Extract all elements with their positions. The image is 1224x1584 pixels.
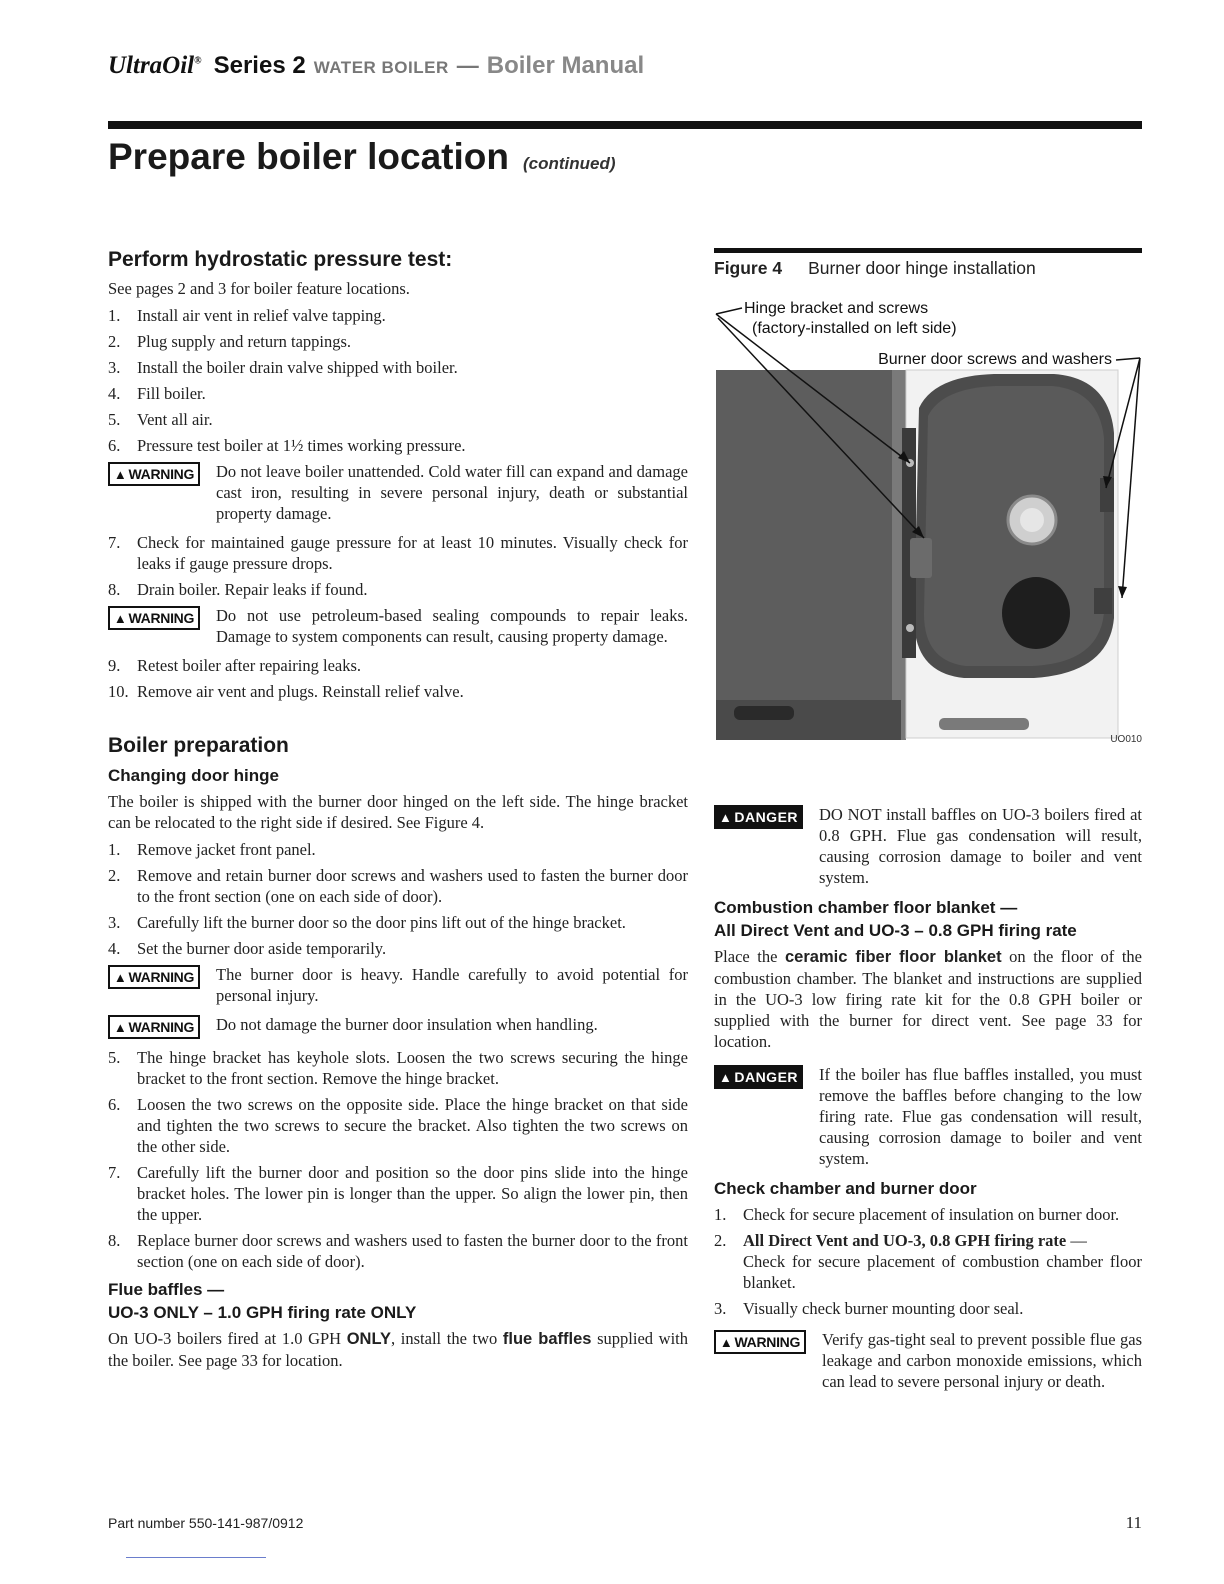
warning-badge: ▲ WARNING: [108, 462, 200, 486]
list-item: 3. Install the boiler drain valve shipped with boiler.: [108, 358, 458, 377]
observation-port-glass: [1020, 508, 1044, 532]
figure-rule: [714, 248, 1142, 253]
list-item: 3. Visually check burner mounting door seal.: [714, 1299, 1024, 1318]
warning-triangle-icon: ▲: [113, 1019, 127, 1035]
check-door-steps: [714, 1204, 1142, 1319]
danger-text: If the boiler has flue baffles installed, you must remove the baffles before changing to the low firing rate. Flue gas condensation will result, causing corrosion damage to boiler and vent system.: [819, 1065, 1142, 1168]
hydrostatic-heading: Perform hydrostatic pressure test:: [108, 248, 453, 271]
warning-text: Do not leave boiler unattended. Cold water fill can expand and damage cast iron, resulting in severe personal injury, death or substantial property damage.: [216, 462, 688, 523]
warning-badge: ▲ WARNING: [108, 965, 200, 989]
page-title: [108, 136, 616, 178]
floor-blanket-heading: Combustion chamber floor blanket — All Direct Vent and UO-3 – 0.8 GPH firing rate: [714, 898, 1077, 940]
list-item: 2. All Direct Vent and UO-3, 0.8 GPH firing rate — Check for secure placement of combustion chamber floor blanket.: [714, 1231, 1142, 1292]
footer-link-underline: [126, 1557, 266, 1558]
figure-caption: [714, 258, 1036, 279]
door-hinge-intro: The boiler is shipped with the burner door hinged on the left side. The hinge bracket can be relocated to the right side if desired. See Figure 4.: [108, 792, 688, 832]
boiler-prep-heading: Boiler preparation: [108, 734, 289, 757]
hydrostatic-steps-a: [108, 305, 688, 456]
callout-door-screws: Burner door screws and washers: [878, 351, 1112, 368]
figure-code: UO010: [1110, 734, 1142, 745]
danger-badge: ▲ DANGER: [714, 805, 803, 829]
leader-line: [1116, 358, 1140, 360]
page-title-continued: (continued): [522, 154, 616, 173]
list-item: 3. Carefully lift the burner door so the door pins lift out of the hinge bracket.: [108, 913, 626, 932]
warning-triangle-icon: ▲: [113, 610, 127, 626]
warning-callout: [108, 605, 688, 647]
right-column: [714, 804, 1142, 1400]
brand-logo: UltraOil®: [108, 52, 202, 79]
hydrostatic-intro: See pages 2 and 3 for boiler feature locations.: [108, 279, 410, 298]
header-separator: —: [456, 53, 479, 78]
page-title-main: Prepare boiler location: [108, 136, 509, 177]
list-item: 2. Plug supply and return tappings.: [108, 332, 352, 351]
leader-line: [716, 308, 742, 314]
list-item: 5. The hinge bracket has keyhole slots. Loosen the two screws securing the hinge bracket to the front section. Remove the hinge bracket.: [108, 1048, 688, 1088]
header-rule: [108, 121, 1142, 129]
part-number: Part number 550-141-987/0912: [108, 1515, 304, 1531]
list-item: 10. Remove air vent and plugs. Reinstall relief valve.: [108, 682, 464, 701]
danger-callout: [714, 804, 1142, 888]
list-item: 9. Retest boiler after repairing leaks.: [108, 656, 362, 675]
danger-triangle-icon: ▲: [718, 1069, 733, 1085]
list-item: 8. Drain boiler. Repair leaks if found.: [108, 580, 368, 599]
warning-badge: ▲ WARNING: [108, 1015, 200, 1039]
manual-label: Boiler Manual: [486, 52, 645, 79]
door-hinge-steps-b: [108, 1047, 688, 1272]
running-header: [108, 52, 1148, 92]
danger-callout: [714, 1064, 1142, 1169]
warning-triangle-icon: ▲: [113, 969, 127, 985]
base-foot: [939, 718, 1029, 730]
arrowhead: [1118, 586, 1127, 598]
warning-callout: [108, 964, 688, 1006]
flue-baffles-text: On UO-3 boilers fired at 1.0 GPH ONLY, install the two flue baffles supplied with the boiler. See page 33 for location.: [108, 1329, 688, 1370]
list-item: 4. Set the burner door aside temporarily.: [108, 939, 387, 958]
flue-baffles-heading: Flue baffles — UO-3 ONLY – 1.0 GPH firing rate ONLY: [108, 1280, 417, 1322]
list-item: 6. Loosen the two screws on the opposite side. Place the hinge bracket on that side and tighten the two screws to secure the bracket. Also tighten the two screws on the other side.: [108, 1095, 688, 1156]
danger-triangle-icon: ▲: [718, 809, 733, 825]
list-item: 5. Vent all air.: [108, 410, 213, 429]
hydrostatic-steps-b: [108, 532, 688, 600]
list-item: 6. Pressure test boiler at 1½ times working pressure.: [108, 436, 466, 455]
danger-text: DO NOT install baffles on UO-3 boilers fired at 0.8 GPH. Flue gas condensation will result, causing corrosion damage to boiler and vent system.: [819, 805, 1142, 887]
base-foot: [734, 706, 794, 720]
door-hinge-heading: Changing door hinge: [108, 766, 279, 785]
warning-triangle-icon: ▲: [719, 1334, 733, 1350]
warning-text: The burner door is heavy. Handle carefully to avoid potential for personal injury.: [216, 965, 688, 1005]
list-item: 1. Remove jacket front panel.: [108, 840, 316, 859]
warning-badge: ▲ WARNING: [108, 606, 200, 630]
hinge-screw: [906, 624, 914, 632]
warning-callout: [714, 1329, 1142, 1392]
burner-door-illustration: [714, 288, 1142, 758]
check-door-heading: Check chamber and burner door: [714, 1179, 977, 1198]
hinge-pin-block: [910, 538, 932, 578]
list-item: 7. Check for maintained gauge pressure for at least 10 minutes. Visually check for leaks if gauge pressure drops.: [108, 533, 688, 573]
danger-badge: ▲ DANGER: [714, 1065, 803, 1089]
figure-label: Figure 4: [714, 258, 783, 278]
burner-opening: [1002, 577, 1070, 649]
callout-hinge-bracket: Hinge bracket and screws: [744, 300, 929, 317]
warning-triangle-icon: ▲: [113, 466, 127, 482]
callout-hinge-bracket-note: (factory-installed on left side): [752, 320, 957, 337]
page-number: 11: [1125, 1513, 1142, 1532]
list-item: 1. Install air vent in relief valve tapping.: [108, 306, 386, 325]
warning-text: Verify gas-tight seal to prevent possible flue gas leakage and carbon monoxide emissions, which can lead to severe personal injury or death.: [822, 1330, 1142, 1391]
warning-badge: ▲ WARNING: [714, 1330, 806, 1354]
warning-text: Do not use petroleum-based sealing compounds to repair leaks. Damage to system components can result, causing property damage.: [216, 606, 688, 646]
list-item: 7. Carefully lift the burner door and position so the door pins slide into the hinge bracket holes. The lower pin is longer than the upper. So align the lower pin, then the upper.: [108, 1163, 688, 1224]
door-latch: [1094, 588, 1112, 614]
floor-blanket-text: Place the ceramic fiber floor blanket on the floor of the combustion chamber. The blanket and instructions are supplied in the UO-3 low firing rate kit for the 0.8 GPH boiler or supplied with the burner for direct vent. See page 33 for location.: [714, 947, 1143, 1051]
warning-text: Do not damage the burner door insulation when handling.: [216, 1015, 598, 1034]
warning-callout: [108, 461, 688, 524]
figure-title: Burner door hinge installation: [808, 258, 1036, 278]
series-label: Series 2: [213, 52, 306, 79]
warning-callout: [108, 1014, 688, 1039]
list-item: 8. Replace burner door screws and washers used to fasten the burner door to the front section (one on each side of door).: [108, 1231, 688, 1271]
list-item: 2. Remove and retain burner door screws and washers used to fasten the burner door to the front section (one on each side of door).: [108, 866, 688, 906]
hydrostatic-steps-c: [108, 655, 688, 702]
door-hinge-steps-a: [108, 839, 688, 959]
figure-4: [714, 248, 1142, 760]
list-item: 4. Fill boiler.: [108, 384, 206, 403]
list-item: 1. Check for secure placement of insulation on burner door.: [714, 1205, 1120, 1224]
boiler-jacket: [716, 370, 901, 740]
boiler-type-label: WATER BOILER: [313, 58, 449, 77]
left-column: [108, 247, 688, 1377]
